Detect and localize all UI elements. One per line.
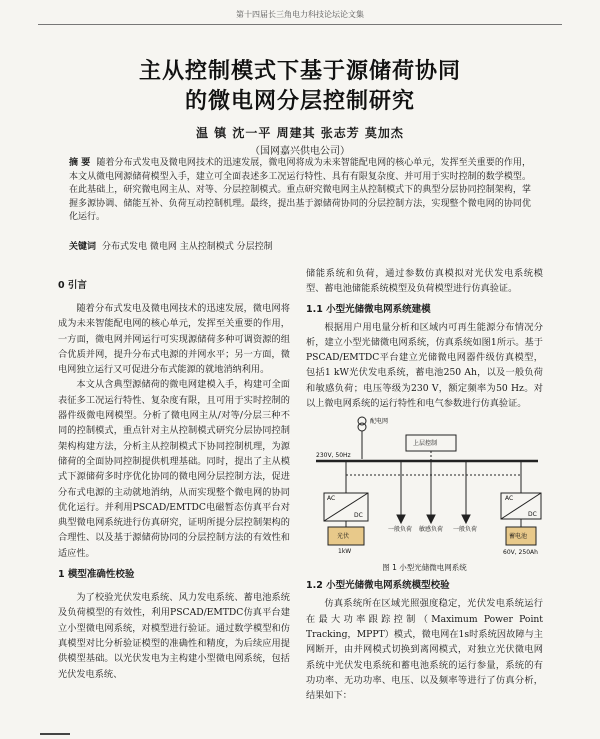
abstract-label: 摘 要 (69, 158, 91, 168)
section-heading-intro: 0 引言 (58, 280, 87, 291)
subsection-heading-1-1: 1.1 小型光储微电网系统建模 (306, 303, 431, 315)
paragraph: 随着分布式发电及微电网技术的迅速发展，微电网将成为未来智能配电网的核心单元，发挥至关重要的作用，一方面，微电网并网运行可实现源储荷多种可调资源的组合优质并网，提升分布式电源的并网水平；另一方面，微电网独立运行又可促进分布式能源的就地消纳利用。 (58, 303, 290, 376)
bat-conv-dc: DC (528, 511, 537, 519)
keywords-text: 分布式发电 微电网 主从控制模式 分层控制 (102, 242, 273, 252)
paper-title-line1: 主从控制模式下基于源储荷协同 (138, 59, 461, 84)
subsection-heading-1-2: 1.2 小型光储微电网系统模型校验 (306, 580, 450, 592)
right-column (306, 266, 543, 703)
system-diagram (306, 415, 543, 560)
keywords-label: 关键词 (69, 242, 97, 252)
figure-caption: 图 1 小型光储微电网系统 (382, 563, 467, 573)
paragraph: 本文从含典型源储荷的微电网建模入手，构建可全面表征多工况运行特性、复杂度有限，且可用于实时控制的器件级微电网模型。分析了微电网主从/对等/分层三种不同的控制模式，重点针对主从控制模式研究分层协同控制架构构建方法，分析主从控制模式下协同控制机理，为源储荷的全面协同控制提供机理基础。同时，提出了主从模式下源储荷多时序优化协同的微电网分层控制方法，促进分布式电源的主动就地消纳，从而实现整个微电网的协同优化运行。并利用PSCAD/EMTDC电磁暂态仿真平台对典型微电网系统进行仿真研究，证明所提分层控制架构的合理性、以及基于源储荷协同的分层控制方法的有效性和适应性。 (58, 379, 290, 559)
paragraph: 根据用户用电量分析和区域内可再生能源分布情况分析，建立小型光储微电网系统，仿真系统如图1所示。基于PSCAD/EMTDC平台建立光储微电网器件级仿真模型，包括1 kW光伏发电系统，蓄电池250 Ah，以及一般负荷和敏感负荷；电压等级为230 V，额定频率为50 Hz。对以上微电网系统的运行特性和电气参数进行仿真验证。 (306, 321, 543, 410)
load3-label: 一般负荷 (453, 526, 478, 534)
running-header: 第十四届长三角电力科技论坛论文集 (236, 10, 364, 19)
abstract-text: 随着分布式发电及微电网技术的迅速发展，微电网将成为未来智能配电网的核心单元，发挥至关重要的作用，本文从微电网源储荷模型入手，建立可全面表述多工况运行特性、具有有限复杂度、并可用于实时控制的数学模型。在此基础上，研究微电网主从、对等、分层控制模式。重点研究微电网主从控制模式下的典型分层协同控制架构，掌握多源协调、储能互补、负荷互动控制机理。最终，提出基于源储荷协同的分层控制方法，实现整个微电网的协同优化运行。 (69, 158, 531, 222)
pv-label: 光伏 (337, 533, 350, 541)
bus-label: 230V, 50Hz (316, 452, 351, 460)
footer-mark (40, 733, 70, 735)
load1-label: 一般负荷 (388, 526, 413, 534)
abstract (69, 157, 531, 225)
affiliation: （国网嘉兴供电公司） (250, 146, 350, 157)
pv-rating: 1kW (338, 548, 352, 556)
bat-conv-ac: AC (505, 495, 514, 503)
paragraph: 仿真系统所在区域光照强度稳定，光伏发电系统运行在最大功率跟踪控制（Maximum Power Point Tracking，MPPT）模式，微电网在1s时系统因故障与主网断开，由并网模式切换到离网模式，对独立光伏微电网系统中光伏发电系统和蓄电池系统的运行参量，系统的有功功率、无功功率、电压、以及频率等进行了仿真分析，结果如下： (306, 598, 543, 702)
paragraph: 储能系统和负荷，通过参数仿真模拟对光伏发电系统模型、蓄电池储能系统模型及负荷模型进行仿真验证。 (306, 268, 543, 295)
keywords (69, 239, 531, 252)
pv-conv-ac: AC (327, 495, 336, 503)
paragraph: 为了校验光伏发电系统、风力发电系统、蓄电池系统及负荷模型的有效性，利用PSCAD/EMTDC仿真平台建立小型微电网系统，对模型进行验证。通过数学模型和仿真模型对比分析验证模型的准确性和精度，为后续应用提供模型基础。以光伏发电为主构建小型微电网系统，包括光伏发电系统、 (58, 592, 290, 680)
load2-label: 敏感负荷 (419, 526, 444, 534)
left-column (58, 272, 290, 682)
pv-conv-dc: DC (354, 512, 363, 520)
controller-label: 上层控制 (413, 440, 438, 448)
authors: 温 镇 沈一平 周建其 张志芳 莫加杰 (196, 126, 404, 140)
battery-label: 蓄电池 (509, 533, 528, 541)
grid-label: 配电网 (370, 418, 389, 426)
paper-title-line2: 的微电网分层控制研究 (184, 89, 415, 114)
section-heading-model: 1 模型准确性校验 (58, 569, 135, 581)
battery-rating: 60V, 250Ah (503, 549, 538, 557)
header-rule (38, 24, 562, 25)
